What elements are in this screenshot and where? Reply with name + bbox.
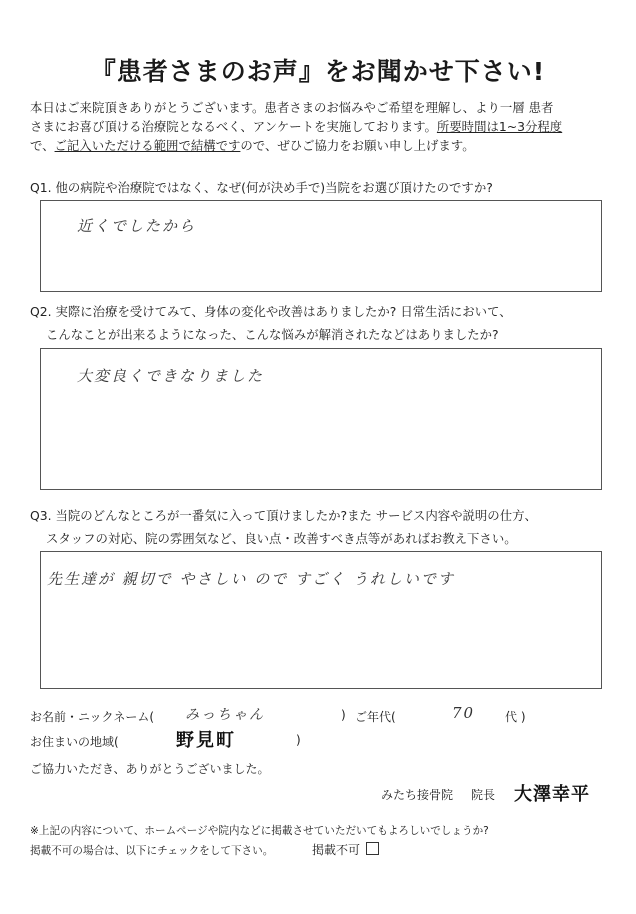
director-title: 院長 <box>471 788 496 802</box>
question-1-text: Q1. 他の病院や治療院ではなく、なぜ(何が決め手で)当院をお選び頂けたのですか? <box>30 180 493 195</box>
question-2-answer-box[interactable] <box>40 348 602 490</box>
name-label: お名前・ニックネーム( <box>30 710 155 724</box>
thanks-message: ご協力いただき、ありがとうございました。 <box>30 762 270 776</box>
intro-line-3-end: ので、ぜひご協力をお願い申し上げます。 <box>240 138 475 153</box>
director-signature: 大澤幸平 <box>514 784 590 805</box>
area-field[interactable]: 野見町 <box>176 730 236 751</box>
no-publish-option[interactable] <box>312 841 379 858</box>
intro-paragraph <box>30 98 614 155</box>
area-field-close: ) <box>296 733 301 747</box>
intro-scope-note: ご記入いただける範囲で結構です <box>54 138 241 153</box>
question-3-line-2: スタッフの対応、院の雰囲気など、良い点・改善すべき点等があればお教え下さい。 <box>46 531 517 546</box>
intro-line-1: 本日はご来院頂きありがとうございます。患者さまのお悩みやご希望を理解し、より一層 患者 <box>30 100 554 115</box>
name-field[interactable]: みっちゃん <box>185 707 265 723</box>
intro-line-3 <box>30 136 614 155</box>
intro-line-3-start: で、 <box>30 138 55 153</box>
question-3-answer: 先生達が 親切で やさしい ので すごく うれしいです <box>47 570 455 588</box>
intro-line-2 <box>30 117 614 136</box>
question-3-answer-box[interactable] <box>40 551 602 689</box>
clinic-name: みたち接骨院 <box>381 788 454 802</box>
intro-duration-note: 所要時間は1~3分程度 <box>436 119 563 134</box>
question-3-line-1: Q3. 当院のどんなところが一番気に入って頂けましたか?また サービス内容や説明の仕方、 <box>30 508 537 523</box>
area-label: お住まいの地域( <box>30 735 119 749</box>
publication-instruction: 掲載不可の場合は、以下にチェックをして下さい。 <box>30 845 274 857</box>
name-field-close: ) <box>341 708 346 722</box>
age-suffix: 代 ) <box>505 710 526 724</box>
age-field[interactable]: 70 <box>452 704 476 722</box>
question-2-answer: 大変良くできなりました <box>77 367 265 385</box>
question-1-answer: 近くでしたから <box>77 217 197 235</box>
question-1-answer-box[interactable] <box>40 200 602 292</box>
question-2-line-2: こんなことが出来るようになった、こんな悩みが解消されたなどはありましたか? <box>46 327 499 342</box>
page-title: 『患者さまのお声』をお聞かせ下さい! <box>90 57 546 86</box>
no-publish-checkbox[interactable] <box>366 842 379 855</box>
no-publish-label: 掲載不可 <box>312 843 361 857</box>
intro-line-2-text: さまにお喜び頂ける治療院となるべく、アンケートを実施しております。 <box>30 119 437 134</box>
publication-note: ※上記の内容について、ホームページや院内などに掲載させていただいてもよろしいでしょうか? <box>30 825 489 837</box>
age-label: ご年代( <box>355 710 396 724</box>
question-2-line-1: Q2. 実際に治療を受けてみて、身体の変化や改善はありましたか? 日常生活において、 <box>30 304 512 319</box>
